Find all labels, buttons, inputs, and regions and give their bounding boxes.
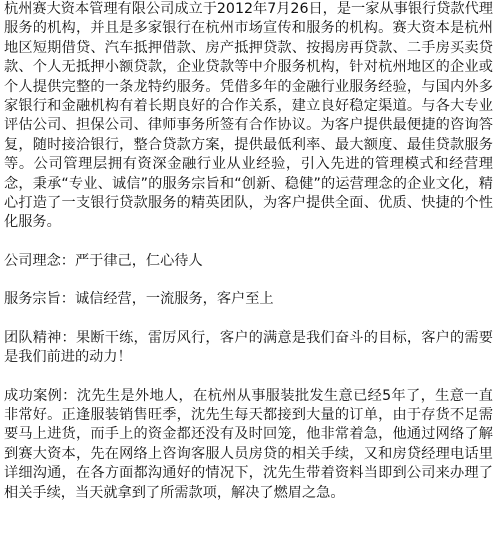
service-tenet-paragraph: 服务宗旨：诚信经营，一流服务，客户至上 [4, 291, 274, 308]
team-spirit-paragraph: 团队精神：果断干练，雷厉风行，客户的满意是我们奋斗的目标，客户的需要是我们前进的动力！ [4, 329, 493, 366]
company-philosophy-paragraph: 公司理念：严于律己，仁心待人 [4, 252, 203, 269]
company-intro-paragraph: 杭州赛大资本管理有限公司成立于2012年7月26日，是一家从事银行贷款代理服务的机构，并且是多家银行在杭州市场宣传和服务的机构。赛大资本是杭州地区短期借贷、汽车抵押借款、房产抵押贷款、按揭房再贷款、二手房买卖贷款、个人无抵押小额贷款，企业贷款等中介服务机构，针对杭州地区的企业或个人提供完整的一条龙特约服务。凭借多年的金融行业服务经验，与国内外多家银行和金融机构有着长期良好的合作关系，建立良好稳定渠道。与各大专业评估公司、担保公司、律师事务所签有合作协议。为客户提供最便捷的咨询答复，随时接洽银行，整合贷款方案，提供最低利率、最大额度、最佳贷款服务等。公司管理层拥有资深金融行业从业经验，引入先进的管理模式和经营理念，秉承“专业、诚信”的服务宗旨和“创新、稳健”的运营理念的企业文化，精心打造了一支银行贷款服务的精英团队，为客户提供全面、优质、快捷的个性化服务。 [4, 1, 493, 231]
success-case-paragraph: 成功案例：沈先生是外地人，在杭州从事服装批发生意已经5年了，生意一直非常好。正逢服装销售旺季，沈先生每天都接到大量的订单，由于存货不足需要马上进货，而手上的资金都还没有及时回笼，他非常着急，他通过网络了解到赛大资本，先在网络上咨询客服人员房贷的相关手续，又和房贷经理电话里详细沟通，在各方面都沟通好的情况下，沈先生带着资料当即到公司来办理了相关手续，当天就拿到了所需款项，解决了燃眉之急。 [4, 387, 493, 501]
document-body [4, 0, 493, 503]
paragraph-spacer [4, 233, 493, 252]
paragraph-spacer [4, 368, 493, 387]
paragraph-spacer [4, 271, 493, 290]
paragraph-spacer [4, 310, 493, 329]
